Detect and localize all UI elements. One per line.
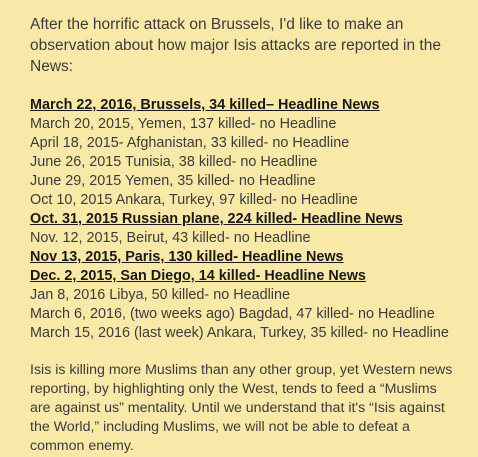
- attack-item-headline: March 22, 2016, Brussels, 34 killed– Headline News: [30, 97, 380, 113]
- attack-item: June 29, 2015 Yemen, 35 killed- no Headline: [30, 173, 316, 189]
- attack-item: Nov. 12, 2015, Beirut, 43 killed- no Headline: [30, 230, 311, 246]
- attack-item: Jan 8, 2016 Libya, 50 killed- no Headline: [30, 287, 291, 303]
- attack-list: [30, 96, 458, 343]
- attack-item: March 15, 2016 (last week) Ankara, Turkey, 35 killed- no Headline: [30, 325, 449, 341]
- attack-item-headline: Oct. 31, 2015 Russian plane, 224 killed- Headline News: [30, 211, 403, 227]
- attack-item: March 6, 2016, (two weeks ago) Bagdad, 47 killed- no Headline: [30, 306, 435, 322]
- attack-item-headline: Dec. 2, 2015, San Diego, 14 killed- Headline News: [30, 268, 366, 284]
- attack-item: March 20, 2015, Yemen, 137 killed- no Headline: [30, 116, 337, 132]
- closing-paragraph: Isis is killing more Muslims than any other group, yet Western news reporting, by highlighting only the West, tends to feed a “Muslims are against us” mentality. Until we understand that it's “Isis against the World,” including Muslims, we will not be able to defeat a common enemy.: [30, 362, 453, 454]
- attack-item: April 18, 2015- Afghanistan, 33 killed- no Headline: [30, 135, 350, 151]
- attack-item: June 26, 2015 Tunisia, 38 killed- no Headline: [30, 154, 318, 170]
- attack-item: Oct 10, 2015 Ankara, Turkey, 97 killed- no Headline: [30, 192, 358, 208]
- intro-paragraph: After the horrific attack on Brussels, I'd like to make an observation about how major Isis attacks are reported in the News:: [30, 16, 441, 75]
- attack-item-headline: Nov 13, 2015, Paris, 130 killed- Headline News: [30, 249, 344, 265]
